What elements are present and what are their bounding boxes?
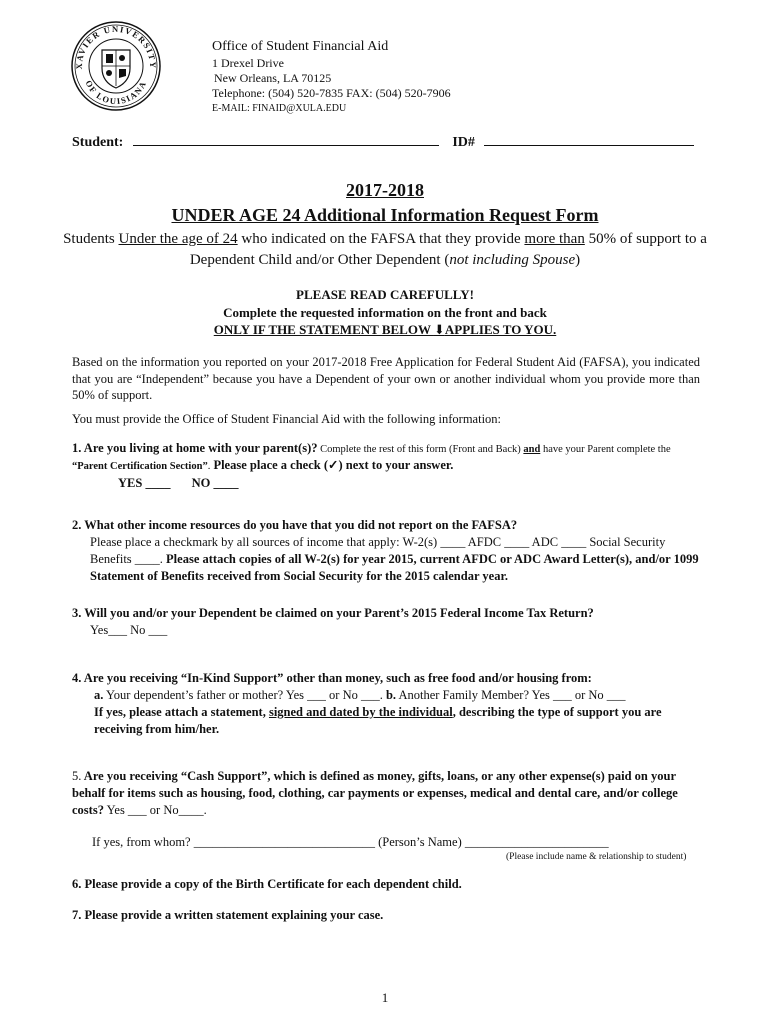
subtitle-underline-age: Under the age of 24 xyxy=(118,231,238,247)
down-arrow-icon: ⬇ xyxy=(433,322,445,338)
q4-signed-dated: signed and dated by the individual xyxy=(268,705,453,719)
seal-ring-bottom-text: OF LOUISIANA xyxy=(83,78,149,107)
q5-number: 5. xyxy=(72,769,82,783)
page-number: 1 xyxy=(381,990,389,1005)
form-subtitle xyxy=(60,229,710,271)
q4-question: 4. Are you receiving “In-Kind Support” other than money, such as free food and/or housing from: xyxy=(72,671,592,685)
question-1 xyxy=(72,440,700,492)
q1-yes-option[interactable]: YES ____ xyxy=(118,475,171,490)
q5-name-note: (Please include name & relationship to student) xyxy=(506,852,687,862)
q1-answers xyxy=(72,475,700,492)
subtitle-underline-more-than: more than xyxy=(524,231,585,247)
q1-note: Complete the rest of this form (Front and Back) xyxy=(317,444,524,455)
q1-check-instruction: Please place a check (✓) next to your answer. xyxy=(210,458,454,473)
student-label: Student: xyxy=(72,135,124,150)
q4-a-label: a. xyxy=(94,688,104,702)
subtitle-italic: not including Spouse xyxy=(449,252,576,268)
read-carefully-block xyxy=(0,286,770,339)
question-5 xyxy=(72,768,700,819)
question-2 xyxy=(72,517,700,585)
form-title: UNDER AGE 24 Additional Information Request Form xyxy=(171,205,599,225)
subtitle-part: who indicated on the FAFSA that they provide xyxy=(237,231,525,247)
q1-question: 1. Are you living at home with your parent(s)? xyxy=(72,441,318,455)
q2-attach-instruction: Please attach copies of all W-2(s) for year 2015, current AFDC or ADC Award Letter(s), and/or 1099 Statement of Benefits received from Social Security for the 2015 calendar year. xyxy=(90,552,699,583)
student-name-field[interactable] xyxy=(133,133,439,146)
q5-from-whom[interactable]: If yes, from whom? _____________________________ (Person’s Name) _______________________ xyxy=(92,835,609,849)
seal-ring-top-text: XAVIER UNIVERSITY xyxy=(73,23,159,70)
award-year: 2017-2018 xyxy=(346,180,424,200)
only-if-text: ONLY IF THE STATEMENT BELOW xyxy=(213,322,434,338)
q4-attach-instruction-end: , describing the type of support you are receiving from him/her. xyxy=(94,705,662,736)
q4-attach-instruction: If yes, please attach a statement, xyxy=(94,705,269,719)
id-label: ID# xyxy=(452,135,475,150)
q5-question: Are you receiving “Cash Support”, which is defined as money, gifts, loans, or any other expense(s) paid on your behalf for items such as housing, food, clothing, car payments or expenses, medical and dental care, and/or college costs? xyxy=(72,769,678,817)
office-address-block xyxy=(212,38,451,115)
question-4 xyxy=(72,670,700,738)
q4-a-text[interactable]: Your dependent’s father or mother? Yes ___ or No ___. xyxy=(103,688,386,702)
intro-paragraph: Based on the information you reported on your 2017-2018 Free Application for Federal Student Aid (FAFSA), you indicated that you are “Independent” because you have a Dependent of your own or another individual whom you provide more than 50% of support. xyxy=(72,355,700,402)
q4-body xyxy=(72,687,700,738)
q1-note-and: and xyxy=(523,444,541,455)
question-7: 7. Please provide a written statement explaining your case. xyxy=(72,908,384,922)
university-seal-icon xyxy=(70,20,162,112)
q4-b-label: b. xyxy=(385,688,397,702)
question-6: 6. Please provide a copy of the Birth Certificate for each dependent child. xyxy=(72,877,462,891)
student-id-field[interactable] xyxy=(484,133,694,146)
subtitle-part: ) xyxy=(575,252,581,268)
q2-income-sources[interactable]: Please place a checkmark by all sources of income that apply: W-2(s) ____ AFDC ____ ADC ____ Social Security Benefits ____. xyxy=(90,535,666,566)
q1-note: have your Parent complete the xyxy=(540,444,671,455)
q2-question: 2. What other income resources do you have that you did not report on the FAFSA? xyxy=(72,518,518,532)
question-3 xyxy=(72,605,700,639)
subtitle-part: 50% of support to a Dependent Child and/or Other Dependent ( xyxy=(189,231,707,268)
q1-note: . xyxy=(207,461,211,473)
only-if-line xyxy=(0,321,770,339)
office-email: E-MAIL: FINAID@XULA.EDU xyxy=(212,102,347,114)
q1-note-parent-cert: “Parent Certification Section” xyxy=(72,461,208,473)
q3-question: 3. Will you and/or your Dependent be claimed on your Parent’s 2015 Federal Income Tax Return? xyxy=(72,606,594,620)
student-id-row xyxy=(72,133,694,151)
q1-no-option[interactable]: NO ____ xyxy=(191,475,239,490)
q4-b-text[interactable]: Another Family Member? Yes ___ or No ___ xyxy=(396,688,626,702)
provide-info-line: You must provide the Office of Student Financial Aid with the following information: xyxy=(72,412,502,426)
complete-info-line: Complete the requested information on the front and back xyxy=(223,304,547,320)
subtitle-part: Students xyxy=(63,231,119,247)
street-address: 1 Drexel Drive xyxy=(212,55,284,70)
q3-answer[interactable]: Yes___ No ___ xyxy=(90,623,168,637)
office-name: Office of Student Financial Aid xyxy=(212,39,389,54)
phone-fax: Telephone: (504) 520-7835 FAX: (504) 520-7906 xyxy=(212,85,451,100)
city-address: New Orleans, LA 70125 xyxy=(214,70,332,85)
q5-yes-no[interactable]: Yes ___ or No____. xyxy=(103,803,207,817)
q2-body xyxy=(72,534,700,585)
read-carefully-heading: PLEASE READ CAREFULLY! xyxy=(296,287,474,302)
applies-text: APPLIES TO YOU. xyxy=(444,322,557,338)
